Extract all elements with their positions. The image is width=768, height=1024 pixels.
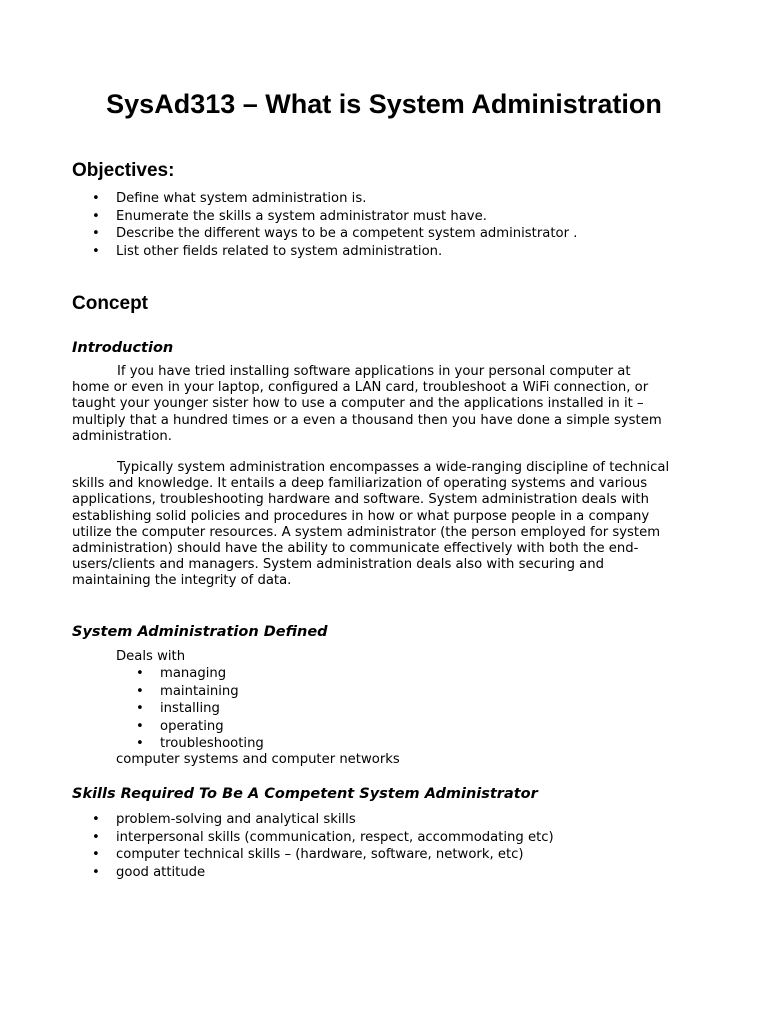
list-item: • computer technical skills – (hardware, software, network, etc) bbox=[92, 847, 524, 863]
list-item: • List other fields related to system administration. bbox=[92, 243, 443, 259]
bullet-icon: • bbox=[92, 243, 100, 259]
list-item: • Define what system administration is. bbox=[92, 191, 367, 206]
list-item: • troubleshooting bbox=[136, 736, 264, 752]
list-item: • operating bbox=[136, 718, 224, 734]
introduction-paragraph-1: If you have tried installing software applications in your personal computer at home or even in your laptop, configured a LAN card, troubleshoot a WiFi connection, or taught your younger sister how to use a computer and the applications installed in it – multiply that a hundred times or a even a thousand then you have done a simple system administration. bbox=[72, 364, 662, 444]
bullet-icon: • bbox=[92, 208, 100, 224]
list-item: • interpersonal skills (communication, respect, accommodating etc) bbox=[92, 829, 554, 845]
bullet-icon: • bbox=[136, 701, 144, 717]
list-item: • problem-solving and analytical skills bbox=[92, 812, 356, 827]
objectives-list bbox=[72, 190, 577, 260]
list-item: • managing bbox=[136, 666, 227, 681]
bullet-icon: • bbox=[136, 736, 144, 752]
concept-heading: Concept bbox=[72, 293, 148, 314]
bullet-icon: • bbox=[92, 812, 100, 827]
introduction-heading: Introduction bbox=[72, 340, 174, 356]
list-item: • installing bbox=[136, 701, 220, 717]
bullet-icon: • bbox=[92, 864, 100, 880]
bullet-icon: • bbox=[92, 847, 100, 863]
defined-list bbox=[116, 665, 264, 753]
defined-tail: computer systems and computer networks bbox=[116, 752, 400, 767]
bullet-icon: • bbox=[136, 666, 144, 681]
bullet-icon: • bbox=[136, 683, 144, 699]
bullet-icon: • bbox=[92, 226, 100, 242]
bullet-icon: • bbox=[92, 191, 100, 206]
bullet-icon: • bbox=[92, 829, 100, 845]
defined-heading: System Administration Defined bbox=[72, 624, 328, 640]
objectives-heading: Objectives: bbox=[72, 160, 175, 181]
list-item: • good attitude bbox=[92, 864, 206, 880]
skills-heading: Skills Required To Be A Competent System Administrator bbox=[72, 786, 538, 802]
list-item: • Enumerate the skills a system administrator must have. bbox=[92, 208, 487, 224]
list-item: • maintaining bbox=[136, 683, 239, 699]
bullet-icon: • bbox=[136, 718, 144, 734]
defined-lead: Deals with bbox=[116, 649, 186, 664]
introduction-paragraph-2: Typically system administration encompasses a wide-ranging discipline of technical skills and knowledge. It entails a deep familiarization of operating systems and various applications, troubleshooting hardware and software. System administration deals with establishing solid policies and procedures in how or what purpose people in a company utilize the computer resources. A system administrator (the person employed for system administration) should have the ability to communicate effectively with both the end- users/clients and managers. System administration deals also with securing and maintaining the integrity of data. bbox=[72, 460, 670, 589]
skills-list bbox=[72, 811, 554, 881]
page-title: SysAd313 – What is System Administration bbox=[106, 89, 662, 119]
list-item: • Describe the different ways to be a competent system administrator . bbox=[92, 226, 578, 242]
